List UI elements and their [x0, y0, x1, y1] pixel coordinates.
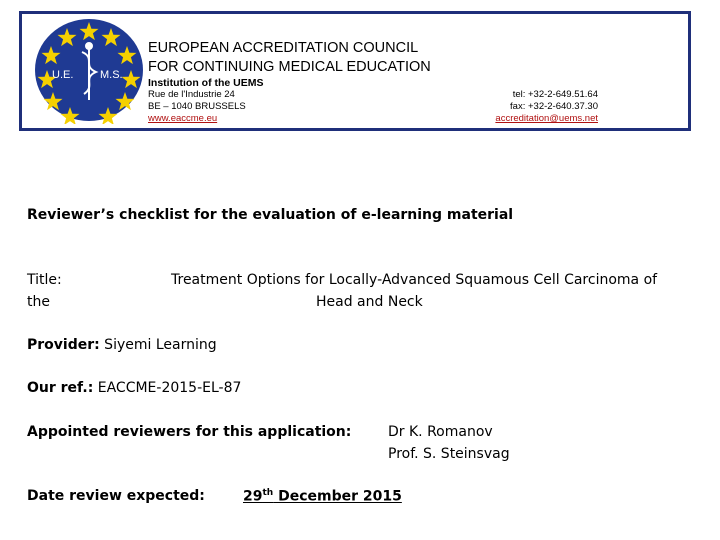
provider-value: Siyemi Learning [99, 337, 217, 353]
reference-label: Our ref.: [27, 380, 94, 396]
reviewer-2: Prof. S. Steinsvag [388, 446, 510, 462]
title-value-line2a: the [27, 294, 50, 310]
institution-label: Institution of the UEMS [148, 77, 264, 89]
address-block [148, 89, 246, 125]
reviewers-label: Appointed reviewers for this application: [27, 424, 352, 440]
letterhead [19, 11, 691, 131]
tel-text: tel: +32-2-649.51.64 [512, 89, 598, 100]
title-label: Title: [27, 272, 62, 288]
logo-text-right: M.S. [100, 69, 123, 81]
contact-block [495, 89, 598, 125]
website-link[interactable]: www.eaccme.eu [148, 113, 218, 124]
date-value [243, 488, 402, 505]
organization-title [148, 39, 431, 77]
address-line1: Rue de l'Industrie 24 [148, 89, 235, 100]
date-rest: December 2015 [273, 488, 402, 505]
document-heading: Reviewer’s checklist for the evaluation of e-learning material [27, 207, 514, 223]
logo-text-left: U.E. [52, 69, 74, 81]
title-value-line1: Treatment Options for Locally-Advanced Squamous Cell Carcinoma of [171, 272, 658, 288]
fax-text: fax: +32-2-640.37.30 [510, 101, 598, 112]
reference-value: EACCME-2015-EL-87 [93, 380, 242, 396]
address-line2: BE – 1040 BRUSSELS [148, 101, 246, 112]
provider-label: Provider: [27, 337, 100, 353]
provider-row [27, 337, 217, 353]
eacme-logo [32, 16, 146, 124]
org-title-line1: EUROPEAN ACCREDITATION COUNCIL [148, 40, 419, 56]
date-label: Date review expected: [27, 488, 205, 504]
date-suffix: th [262, 488, 274, 498]
email-link[interactable]: accreditation@uems.net [495, 113, 598, 124]
title-value-line2b: Head and Neck [316, 294, 423, 310]
reference-row [27, 380, 241, 396]
org-title-line2: FOR CONTINUING MEDICAL EDUCATION [148, 59, 431, 75]
date-day: 29 [243, 488, 263, 505]
reviewer-1: Dr K. Romanov [388, 424, 493, 440]
